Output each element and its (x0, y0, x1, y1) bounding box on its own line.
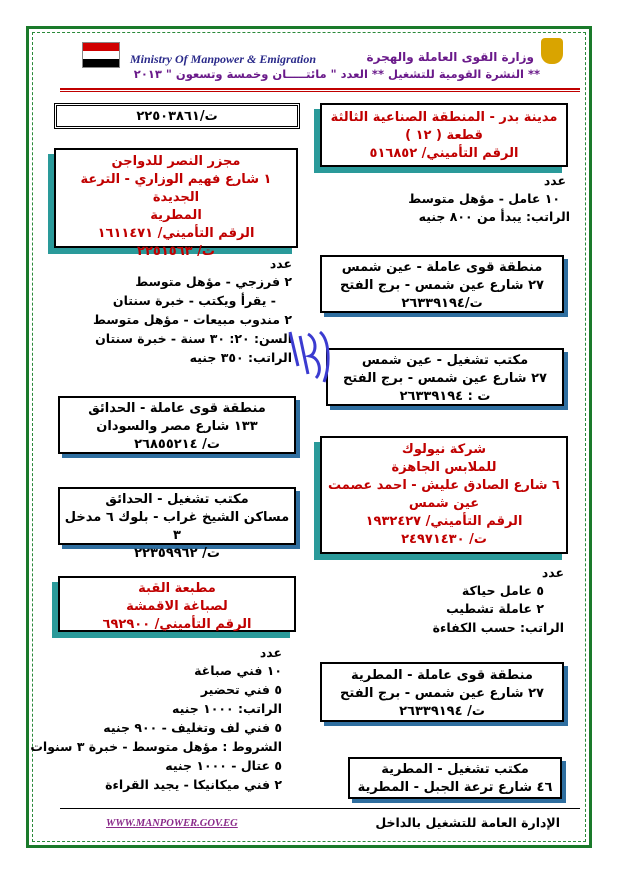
newlook-l5: الرقم التأميني/ ١٩٣٢٤٢٧ (365, 514, 523, 529)
ministry-en: Ministry Of Manpower & Emigration (130, 52, 317, 66)
newlook-l4: عين شمس (408, 496, 480, 511)
footer-divider (60, 808, 580, 809)
egypt-flag-icon (82, 42, 120, 68)
signature-stamp-icon (286, 326, 336, 386)
ministry-ar: وزارة القوى العاملة والهجرة (366, 50, 534, 64)
nasr-l1: مجزر النصر للدواجن (111, 154, 241, 169)
manpower-hadaek-l3: ت/ ٢٦٨٥٥٢١٤ (134, 437, 220, 452)
office-matareya-box (348, 757, 562, 799)
nasr-l3: المطرية (150, 208, 202, 223)
badr-company-box (320, 103, 568, 167)
manpower-matareya-box (320, 662, 564, 722)
eagle-crest-icon (541, 38, 563, 64)
tel-top-box (54, 103, 300, 129)
newlook-l1: شركة نيولوك (401, 442, 487, 457)
badr-job-1: ١٠ عامل - مؤهل متوسط (408, 191, 560, 206)
header-divider-2 (60, 91, 580, 92)
qobba-job-3: الراتب: ١٠٠٠ جنيه (171, 701, 282, 716)
newlook-salary: الراتب: حسب الكفاءة (432, 620, 564, 635)
nasr-job-2: - يقرأ ويكتب - خبرة سنتان (112, 293, 276, 308)
newlook-adad: عدد (541, 565, 564, 580)
badr-l2: قطعة ( ١٢ ) (405, 128, 483, 143)
nasr-salary: الراتب: ٣٥٠ جنيه (189, 350, 292, 365)
badr-salary: الراتب: يبدأ من ٨٠٠ جنيه (418, 209, 570, 224)
qobba-company-box (58, 576, 296, 632)
manpower-matareya-l1: منطقة قوى عاملة - المطرية (351, 668, 533, 683)
manpower-hadaek-l2: ١٣٣ شارع مصر والسودان (96, 419, 258, 434)
bulletin-title: ** النشرة القومية للتشغيل ** العدد " مائتـــــان وخمسة وتسعون " ٢٠١٣ (133, 67, 540, 81)
newlook-job-1: ٥ عامل حياكة (461, 583, 544, 598)
qobba-l1: مطبعة القبة (138, 581, 216, 596)
qobba-l3: الرقم التأميني/ ٦٩٢٩٠٠ (102, 617, 252, 632)
badr-l3: الرقم التأميني/ ٥١٦٨٥٢ (369, 146, 519, 161)
newlook-l3: ٦ شارع الصادق عليش - احمد عصمت (328, 478, 560, 493)
nasr-l2: ١ شارع فهيم الوزاري - الترعة الجديدة (80, 172, 272, 205)
newlook-company-box (320, 436, 568, 554)
office-ainshams-l2: ٢٧ شارع عين شمس - برج الفتح (343, 371, 547, 386)
office-hadaek-box (58, 487, 296, 561)
qobba-adad: عدد (259, 645, 282, 660)
office-matareya-l2: ٤٦ شارع ترعة الجبل - المطرية (357, 780, 553, 795)
office-hadaek-l2: مساكن الشيخ غراب - بلوك ٦ مدخل ٣ (64, 510, 290, 543)
office-matareya-l1: مكتب تشغيل - المطرية (381, 762, 529, 777)
footer-url[interactable]: WWW.MANPOWER.GOV.EG (106, 818, 238, 829)
nasr-adad: عدد (269, 256, 292, 271)
office-hadaek-l3: ت/ ٢٢٣٥٩٩٦٢ (134, 546, 220, 561)
nasr-job-3: ٢ مندوب مبيعات - مؤهل متوسط (93, 312, 292, 327)
footer-dept: الإدارة العامة للتشغيل بالداخل (375, 815, 560, 830)
office-hadaek-l1: مكتب تشغيل - الحدائق (105, 492, 249, 507)
nasr-l5: ت/ ٢٢٥١٥٦٣ (137, 244, 215, 259)
nasr-job-1: ٢ فرزجي - مؤهل متوسط (135, 274, 292, 289)
manpower-ainshams-l3: ت/٢٦٣٣٩١٩٤ (401, 296, 483, 311)
manpower-matareya-l2: ٢٧ شارع عين شمس - برج الفتح (340, 686, 544, 701)
office-ainshams-box (326, 348, 564, 406)
header-divider (60, 88, 580, 90)
office-ainshams-l1: مكتب تشغيل - عين شمس (361, 353, 529, 368)
badr-l1: مدينة بدر - المنطقة الصناعية الثالثة (330, 110, 558, 125)
office-ainshams-l3: ت : ٢٦٣٣٩١٩٤ (399, 389, 491, 404)
qobba-l2: لصباغة الاقمشة (126, 599, 228, 614)
manpower-hadaek-box (58, 396, 296, 454)
newlook-job-2: ٢ عاملة تشطيب (446, 601, 544, 616)
manpower-ainshams-l2: ٢٧ شارع عين شمس - برج الفتح (340, 278, 544, 293)
newlook-l6: ت/ ٢٤٩٧١٤٣٠ (401, 532, 487, 547)
tel-top: ت/٢٢٥٠٣٨٦١ (136, 109, 218, 124)
qobba-job-2: ٥ فني تحضير (200, 682, 282, 697)
manpower-hadaek-l1: منطقة قوى عاملة - الحدائق (88, 401, 266, 416)
qobba-job-6: ٥ عتال - ١٠٠٠ جنيه (165, 758, 282, 773)
nasr-l4: الرقم التأميني/ ١٦١١٤٧١ (97, 226, 255, 241)
badr-adad: عدد (543, 173, 566, 188)
manpower-ainshams-l1: منطقة قوى عاملة - عين شمس (341, 260, 543, 275)
nasr-company-box (54, 148, 298, 259)
qobba-job-1: ١٠ فني صباغة (194, 663, 282, 678)
qobba-job-4: ٥ فني لف وتغليف - ٩٠٠ جنيه (103, 720, 282, 735)
qobba-job-5: الشروط : مؤهل متوسط - خبرة ٣ سنوات (30, 739, 282, 754)
qobba-job-7: ٢ فني ميكانيكا - يجيد القراءة (105, 777, 282, 792)
newlook-l2: للملابس الجاهزة (391, 460, 497, 475)
manpower-ainshams-box (320, 255, 564, 313)
manpower-matareya-l3: ت/ ٢٦٣٣٩١٩٤ (399, 704, 485, 719)
nasr-age: السن: ٢٠: ٣٠ سنة - خبرة سنتان (95, 331, 292, 346)
